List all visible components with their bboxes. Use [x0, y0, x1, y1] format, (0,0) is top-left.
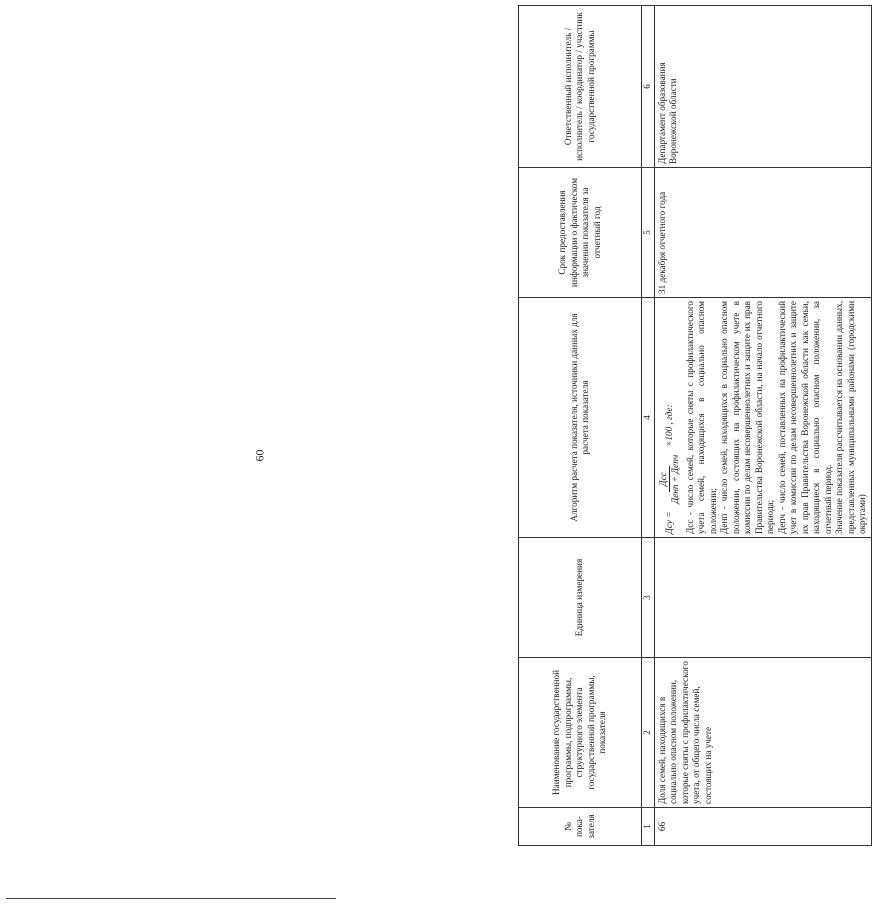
header-deadline: Срок предоставления информации о фактическом значении показателя за отчетный год: [519, 168, 642, 298]
table-row: [654, 6, 871, 846]
column-number: 3: [642, 538, 655, 658]
algorithm-line: Депч - число семей, поставленных на профилактический учет в комиссии по делам несовершеннолетних и защите их прав Правительства Воронежской области как семьи, находящиеся в социально опасном положении, за отчетный период.: [776, 301, 833, 534]
column-number: 2: [642, 658, 655, 808]
footnote-rule: [6, 898, 336, 899]
header-algorithm: Алгоритм расчета показателя, источники данных для расчета показателя: [519, 298, 642, 538]
formula-numerator: Дсс: [658, 466, 671, 492]
column-number: 5: [642, 168, 655, 298]
algorithm-line: Значение показателя рассчитывается на основании данных, представленных муниципальными районами (городскими округами): [834, 301, 867, 534]
indicator-name: Доля семей, находящихся в социально опасном положении, которые сняты с профилактического учета, от общего числа семей, состоящих на учете: [654, 658, 871, 808]
indicator-table: [518, 5, 872, 846]
column-numbers-row: [642, 6, 655, 846]
column-number: 6: [642, 6, 655, 168]
algorithm-line: Дсс - число семей, которые сняты с профилактического учета семей, находящихся в социально опасном положении;: [684, 301, 718, 534]
indicator-executor: Департамент образования Воронежской области: [654, 6, 871, 168]
column-number: 1: [642, 808, 655, 846]
indicator-algorithm: [654, 298, 871, 538]
row-number: 66: [654, 808, 871, 846]
header-number: № пока-зателя: [519, 808, 642, 846]
rotated-table-wrapper: [518, 6, 867, 846]
formula-lhs: Дсу =: [663, 511, 674, 534]
header-unit: Единица измерения: [519, 538, 642, 658]
formula: [658, 301, 682, 534]
page-number: 60: [252, 449, 267, 462]
header-executor: Ответственный исполнитель / исполнитель / координатор / участник государственной программы: [519, 6, 642, 168]
indicator-deadline: 31 декабря отчетного года: [654, 168, 871, 298]
column-number: 4: [642, 298, 655, 538]
formula-fraction: [658, 451, 682, 508]
formula-denominator: Денп + Депч: [670, 454, 680, 504]
indicator-unit: [654, 538, 871, 658]
header-name: Наименование государственной программы, подпрограммы, структурного элемента государственной программы, показателя: [519, 658, 642, 808]
algorithm-line: Денп - число семей, находящихся в социально опасном положении, состоящих на профилактическом учете в комиссии по делам несовершеннолетних и защите их прав Правительства Воронежской области, на начало отчетного периода;: [719, 301, 775, 534]
formula-tail: ×100 , где:: [663, 404, 674, 447]
table-header-row: [519, 6, 642, 846]
